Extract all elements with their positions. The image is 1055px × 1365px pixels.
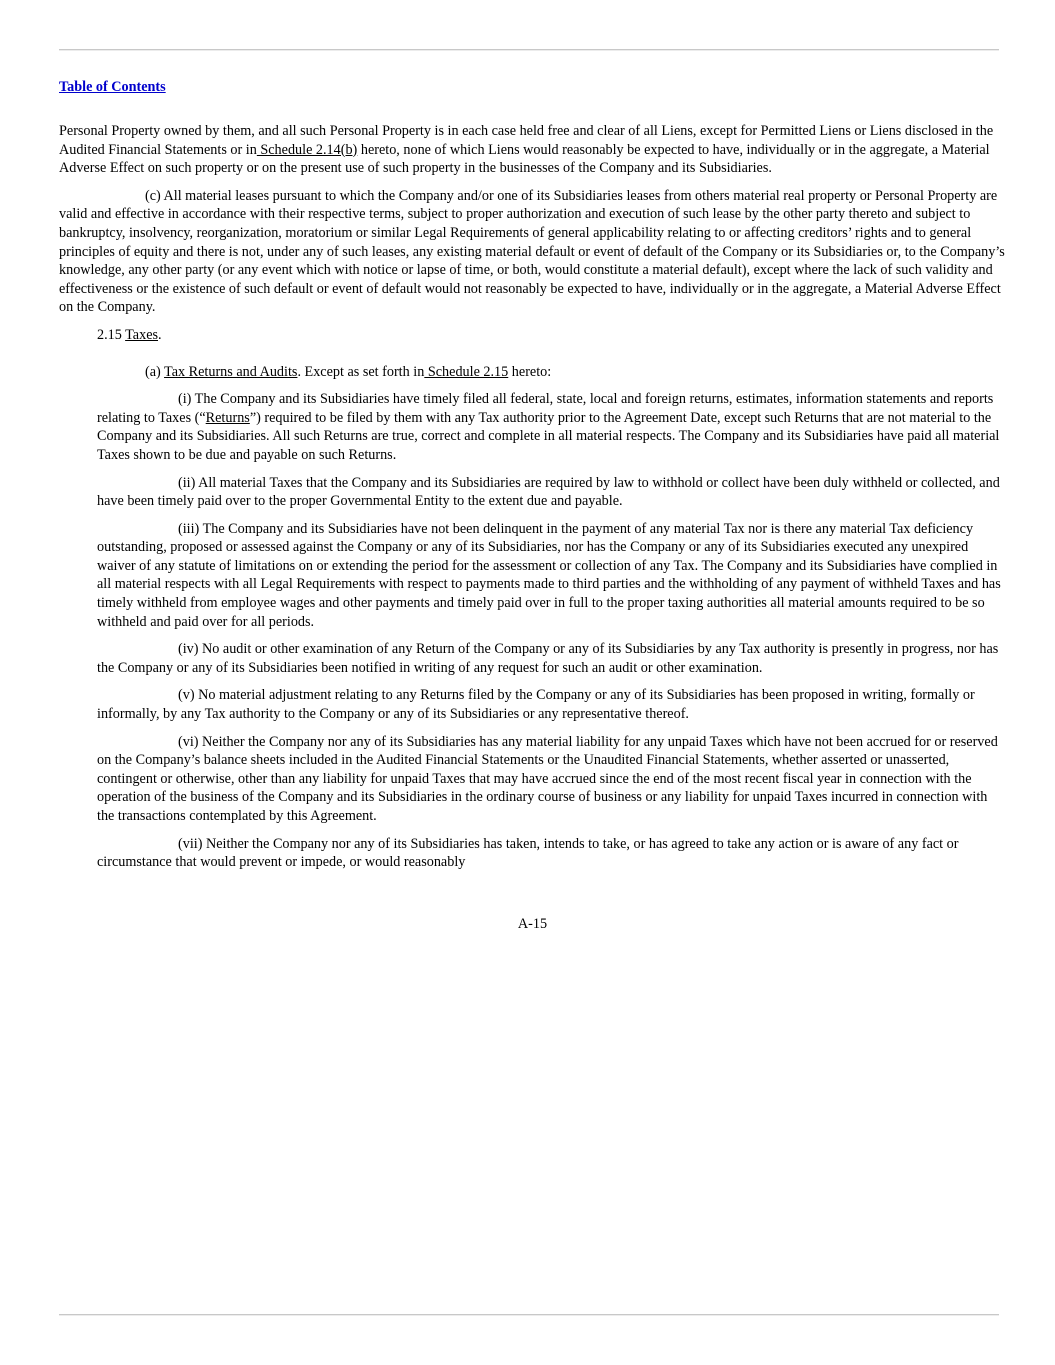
document-body	[59, 122, 1005, 881]
subsection-text-end: hereto:	[508, 363, 552, 380]
continuation-paragraph	[59, 122, 1005, 178]
section-number: 2.15	[97, 326, 126, 343]
item-iii: (iii) The Company and its Subsidiaries have not been delinquent in the payment of any material Tax nor is there any material Tax deficiency outstanding, proposed or assessed against the Company or any of its Subsidiaries, nor has the Company or any of its Subsidiaries executed any unexpired waiver of any statute of limitations on or extending the period for the assessment or collection of any Tax. The Company and its Subsidiaries have complied in all material respects with all Legal Requirements with respect to payments made to third parties and the withholding of any payment of withheld Taxes and has timely withheld from employee wages and other payments and timely paid over in full to the proper taxing authorities all material amounts required to be so withheld and paid over for all periods.	[97, 520, 1001, 630]
top-divider	[59, 49, 999, 50]
item-v: (v) No material adjustment relating to any Returns filed by the Company or any of its Subsidiaries has been proposed in writing, formally or informally, by any Tax authority to the Company or any of its Subsidiaries or any representative thereof.	[97, 687, 975, 723]
item-iv: (iv) No audit or other examination of any Return of the Company or any of its Subsidiaries by any Tax authority is presently in progress, nor has the Company or any of its Subsidiaries been notified in writing of any request for such an audit or other examination.	[97, 641, 999, 676]
page-number: A-15	[517, 916, 548, 932]
continuation-text: Personal Property owned by them, and all such Personal Property is in each case held free and clear of all Liens, except for Permitted Liens or Liens disclosed in the Audited Financial Statements or in	[59, 123, 994, 158]
item-i-text: (i) The Company and its Subsidiaries have timely filed all federal, state, local and foreign returns, estimates, information statements and reports relating to Taxes (“	[97, 391, 994, 426]
table-of-contents-link[interactable]: Table of Contents	[59, 79, 166, 95]
item-i-text-end: ”) required to be filed by them with any Tax authority prior to the Agreement Date, except such Returns that are not material to the Company and its Subsidiaries. All such Returns are true, correct and complete in all material respects. The Company and its Subsidiaries have paid all material Taxes shown to be due and payable on such Returns.	[97, 409, 1000, 463]
returns-defined-term: Returns	[205, 409, 250, 426]
item-i	[97, 390, 1005, 464]
section-title: Taxes	[125, 326, 159, 343]
section-2-15-heading	[97, 326, 1005, 345]
item-vi: (vi) Neither the Company nor any of its Subsidiaries has any material liability for any unpaid Taxes which have not been accrued for or reserved on the Company’s balance sheets included in the Audited Financial Statements or the Unaudited Financial Statements, whether asserted or unasserted, contingent or otherwise, other than any liability for unpaid Taxes that may have accrued since the end of the most recent fiscal year in connection with the operation of the business of the Company and its Subsidiaries in the ordinary course of business or any liability for unpaid Taxes incurred in connection with the transactions contemplated by this Agreement.	[97, 733, 998, 824]
subsection-title: Tax Returns and Audits	[164, 363, 298, 380]
subsection-a-heading	[145, 363, 1005, 382]
section-heading-period: .	[158, 326, 162, 343]
subsection-prefix: (a)	[145, 363, 165, 380]
item-ii: (ii) All material Taxes that the Company and its Subsidiaries are required by law to withhold or collect have been duly withheld or collected, and have been timely paid over to the proper Governmental Entity to the extent due and payable.	[97, 474, 1000, 510]
bottom-divider	[59, 1314, 999, 1315]
item-vii: (vii) Neither the Company nor any of its Subsidiaries has taken, intends to take, or has agreed to take any action or is aware of any fact or circumstance that would prevent or impede, or would reasonably	[97, 835, 959, 871]
paragraph-c: (c) All material leases pursuant to which the Company and/or one of its Subsidiaries leases from others material real property or Personal Property are valid and effective in accordance with their respective terms, subject to proper authorization and execution of such lease by the other party thereto and subject to bankruptcy, insolvency, reorganization, moratorium or similar Legal Requirements of general applicability relating to or affecting creditors’ rights and to general principles of equity and there is not, under any of such leases, any existing material default or event of default of the Company or its Subsidiaries or, to the Company’s knowledge, any other party (or any event which with notice or lapse of time, or both, would constitute a material default), except where the lack of such validity and effectiveness or the existence of such default or event of default would not reasonably be expected to have, individually or in the aggregate, a Material Adverse Effect on the Company.	[59, 187, 1005, 316]
subsection-text: . Except as set forth in	[297, 363, 425, 380]
schedule-2-15-reference: Schedule 2.15	[424, 363, 509, 380]
continuation-text-end: hereto, none of which Liens would reasonably be expected to have, individually or in the aggregate, a Material Adverse Effect on such property or on the present use of such property in the businesses of the Company and its Subsidiaries.	[59, 141, 990, 177]
schedule-2-14b-reference: Schedule 2.14(b)	[256, 141, 358, 158]
